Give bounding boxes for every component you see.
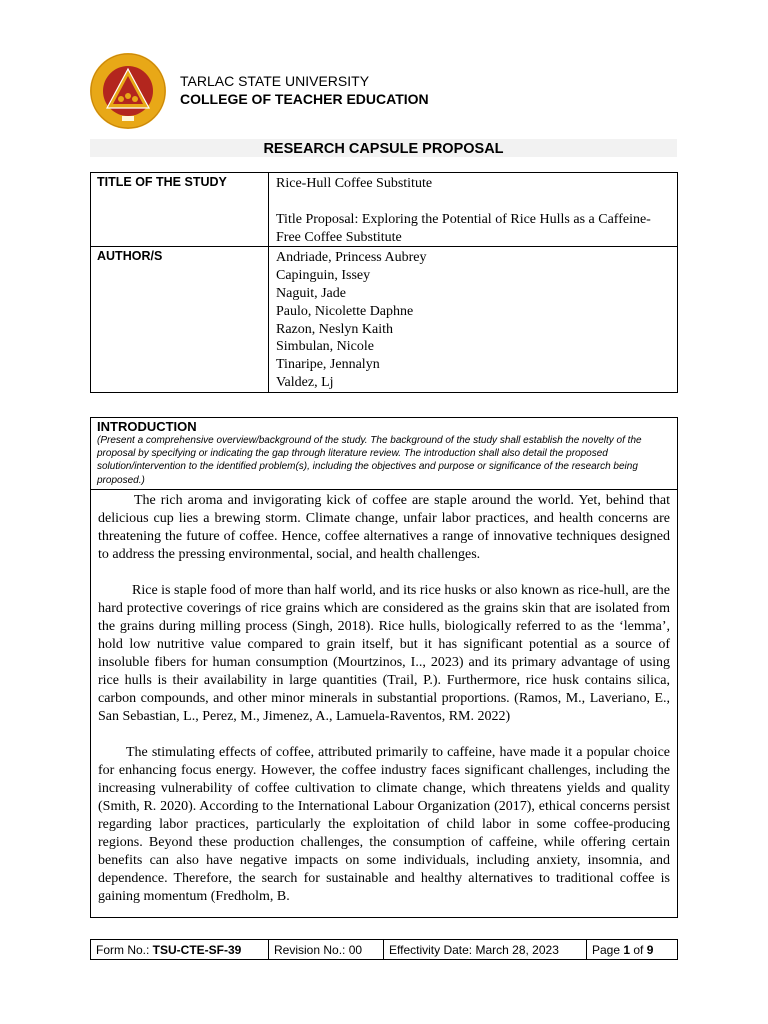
intro-paragraph: Rice is staple food of more than half world, and its rice husks or also known as rice-hull, are the hard protective coverings of rice grains which are considered as the grains skin that are isolated from the grains during milling process (Singh, 2018). Rice hulls, biologically referred to as the ‘lemma’, hold low nutritive value compared to grain itself, but it has significant potential as a source of insoluble fibers for human consumption (Mourtzinos, I.., 2023) and its primary advantage of using rice hulls is their availability in large quantities (Trail, P.). Furthermore, rice husk contains silica, carbon compounds, and other minor minerals in substantial proportions. (Ramos, M., Laveriano, E., San Sebastian, L., Perez, M., Jimenez, A., Lamuela-Raventos, RM. 2022): [98, 583, 670, 724]
study-title: Rice-Hull Coffee Substitute: [276, 176, 433, 191]
title-label: TITLE OF THE STUDY: [91, 173, 269, 247]
authors-row: [91, 247, 678, 392]
university-seal-logo: [89, 52, 167, 130]
introduction-section: [90, 417, 678, 918]
title-row: [91, 173, 678, 247]
introduction-header: [91, 418, 677, 490]
author-name: Razon, Neslyn Kaith: [276, 321, 394, 337]
introduction-heading: INTRODUCTION: [97, 419, 197, 434]
author-name: Paulo, Nicolette Daphne: [276, 303, 414, 319]
page-number: Page 1 of 9: [587, 940, 678, 960]
authors-label: AUTHOR/S: [91, 247, 269, 392]
title-proposal-line-2: Free Coffee Substitute: [276, 229, 402, 245]
effectivity-date: Effectivity Date: March 28, 2023: [384, 940, 587, 960]
intro-paragraph: The stimulating effects of coffee, attributed primarily to caffeine, have made it a popular choice for enhancing focus energy. However, the coffee industry faces significant challenges, including the increasing vulnerability of coffee cultivation to climate change, which threatens yields and quality (Smith, R. 2020). According to the International Labour Organization (2017), ethical concerns persist regarding labor practices, particularly the exploitation of child labor in some coffee-producing regions. Beyond these production challenges, the consumption of caffeine, while offering certain benefits can also have negative impacts on some individuals, including anxiety, insomnia, and dependence. Therefore, the search for sustainable and healthy alternatives to traditional coffee is gaining momentum (Fredholm, B.: [98, 745, 670, 904]
intro-paragraph: The rich aroma and invigorating kick of coffee are staple around the world. Yet, behind that delicious cup lies a brewing storm. Climate change, unfair labor practices, and health concerns are threatening the future of coffee. Hence, coffee alternatives a range of innovative techniques designed to address the pressing environmental, social, and health challenges.: [98, 493, 670, 562]
form-number: Form No.: TSU-CTE-SF-39: [91, 940, 269, 960]
authors-list: [269, 247, 678, 392]
author-name: Naguit, Jade: [276, 285, 346, 301]
author-name: Tinaripe, Jennalyn: [276, 357, 380, 373]
college-name: COLLEGE OF TEACHER EDUCATION: [180, 91, 429, 107]
author-name: Valdez, Lj: [276, 374, 334, 390]
title-value: [269, 173, 678, 247]
study-info-table: [90, 172, 678, 393]
revision-number: Revision No.: 00: [269, 940, 384, 960]
form-title: RESEARCH CAPSULE PROPOSAL: [90, 139, 677, 157]
author-name: Andriade, Princess Aubrey: [276, 250, 427, 266]
title-proposal-line-1: Title Proposal: Exploring the Potential of Rice Hulls as a Caffeine-: [276, 211, 651, 227]
introduction-instructions: (Present a comprehensive overview/background of the study. The background of the study shall establish the novelty of the proposal by specifying or indicating the gap through literature review. The introduction shall also detail the proposed solution/intervention to the identified problem(s), including the objectives and purpose or significance of the research being proposed.): [97, 435, 642, 486]
introduction-body: [91, 490, 677, 906]
university-name: TARLAC STATE UNIVERSITY: [180, 73, 370, 89]
form-footer: [90, 939, 678, 960]
author-name: Simbulan, Nicole: [276, 339, 374, 355]
author-name: Capinguin, Issey: [276, 268, 371, 284]
